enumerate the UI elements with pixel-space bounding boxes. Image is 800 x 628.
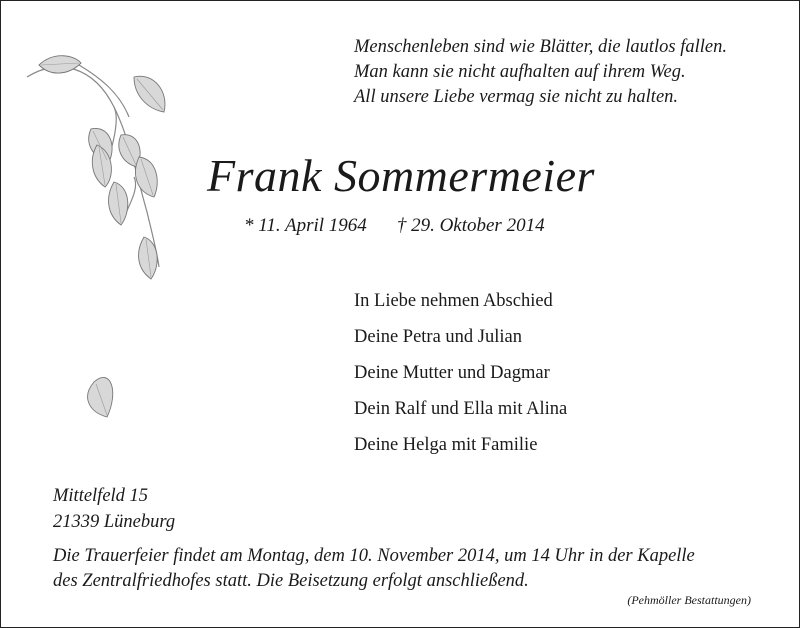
mourner-line: Deine Mutter und Dagmar xyxy=(354,363,550,383)
life-dates xyxy=(244,215,545,237)
poem-line: All unsere Liebe vermag sie nicht zu halten. xyxy=(354,87,679,107)
poem-line: Menschenleben sind wie Blätter, die lautlos fallen. xyxy=(354,37,728,57)
mourner-line: Deine Helga mit Familie xyxy=(354,435,538,455)
mourner-line: Dein Ralf und Ella mit Alina xyxy=(354,399,568,419)
address-city: 21339 Lüneburg xyxy=(53,512,176,532)
mourners-list xyxy=(354,289,567,469)
funeral-home-credit: (Pehmöller Bestattungen) xyxy=(627,593,751,607)
mourner-line: In Liebe nehmen Abschied xyxy=(354,291,553,311)
address-street: Mittelfeld 15 xyxy=(53,486,149,506)
poem xyxy=(354,35,727,110)
mourner-line: Deine Petra und Julian xyxy=(354,327,522,347)
deceased-name: Frank Sommermeier xyxy=(207,150,595,201)
death-date: † 29. Oktober 2014 xyxy=(396,215,545,236)
leaf-branch-illustration xyxy=(19,37,189,437)
notice-line: des Zentralfriedhofes statt. Die Beisetzung erfolgt anschließend. xyxy=(53,571,529,591)
notice-line: Die Trauerfeier findet am Montag, dem 10. November 2014, um 14 Uhr in der Kapelle xyxy=(53,546,695,566)
poem-line: Man kann sie nicht aufhalten auf ihrem Weg. xyxy=(354,62,686,82)
funeral-notice xyxy=(53,544,695,594)
address xyxy=(53,483,175,535)
birth-date: * 11. April 1964 xyxy=(244,215,367,236)
